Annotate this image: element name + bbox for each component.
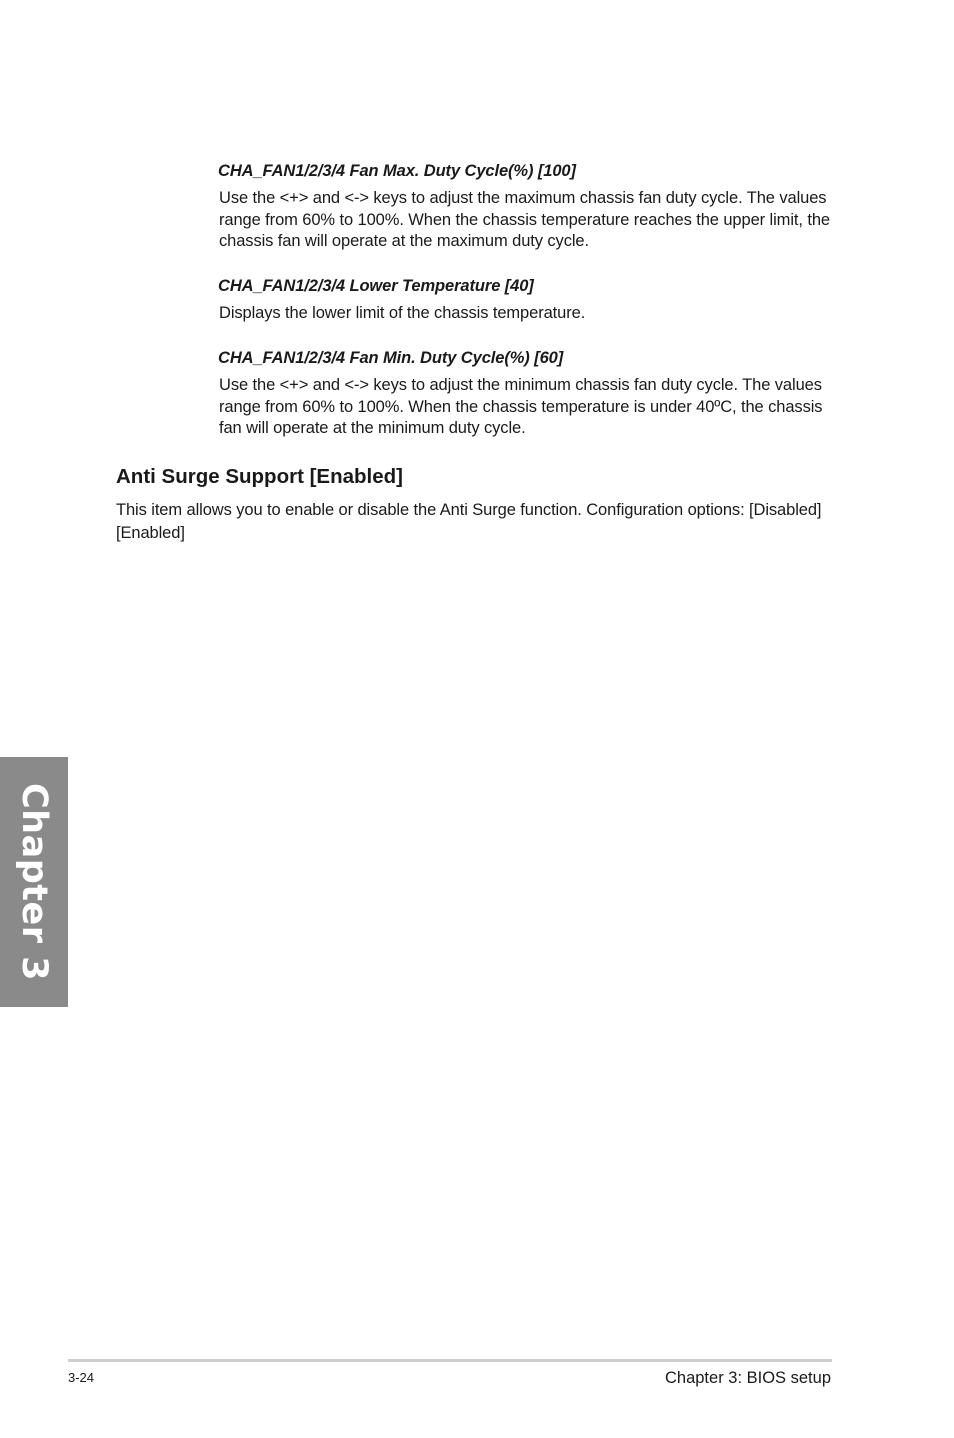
setting-description: Use the <+> and <-> keys to adjust the maximum chassis fan duty cycle. The values range from 60% to 100%. When the chassis temperature reaches the upper limit, the chassis fan will operate at the maximum duty cycle. xyxy=(219,189,830,250)
setting-title: CHA_FAN1/2/3/4 Fan Max. Duty Cycle(%) [100] xyxy=(218,162,576,180)
section-description: This item allows you to enable or disable the Anti Surge function. Configuration options: [Disabled] [Enabled] xyxy=(116,501,822,542)
setting-lower-temperature xyxy=(218,275,838,325)
setting-fan-max-duty-cycle xyxy=(218,160,838,253)
setting-description: Displays the lower limit of the chassis temperature. xyxy=(219,304,586,322)
chapter-side-tab xyxy=(0,757,68,1007)
setting-title: CHA_FAN1/2/3/4 Fan Min. Duty Cycle(%) [60] xyxy=(218,349,564,367)
setting-fan-min-duty-cycle xyxy=(218,347,838,440)
setting-title: CHA_FAN1/2/3/4 Lower Temperature [40] xyxy=(218,277,534,295)
footer-chapter-title: Chapter 3: BIOS setup xyxy=(664,1369,831,1387)
chapter-tab-label: Chapter 3 xyxy=(14,782,54,982)
section-heading: Anti Surge Support [Enabled] xyxy=(116,465,403,488)
footer-divider xyxy=(68,1359,832,1362)
page-number: 3-24 xyxy=(68,1370,95,1385)
setting-description: Use the <+> and <-> keys to adjust the minimum chassis fan duty cycle. The values range from 60% to 100%. When the chassis temperature is under 40ºC, the chassis fan will operate at the minimum duty cycle. xyxy=(219,376,823,437)
anti-surge-section xyxy=(116,463,836,545)
